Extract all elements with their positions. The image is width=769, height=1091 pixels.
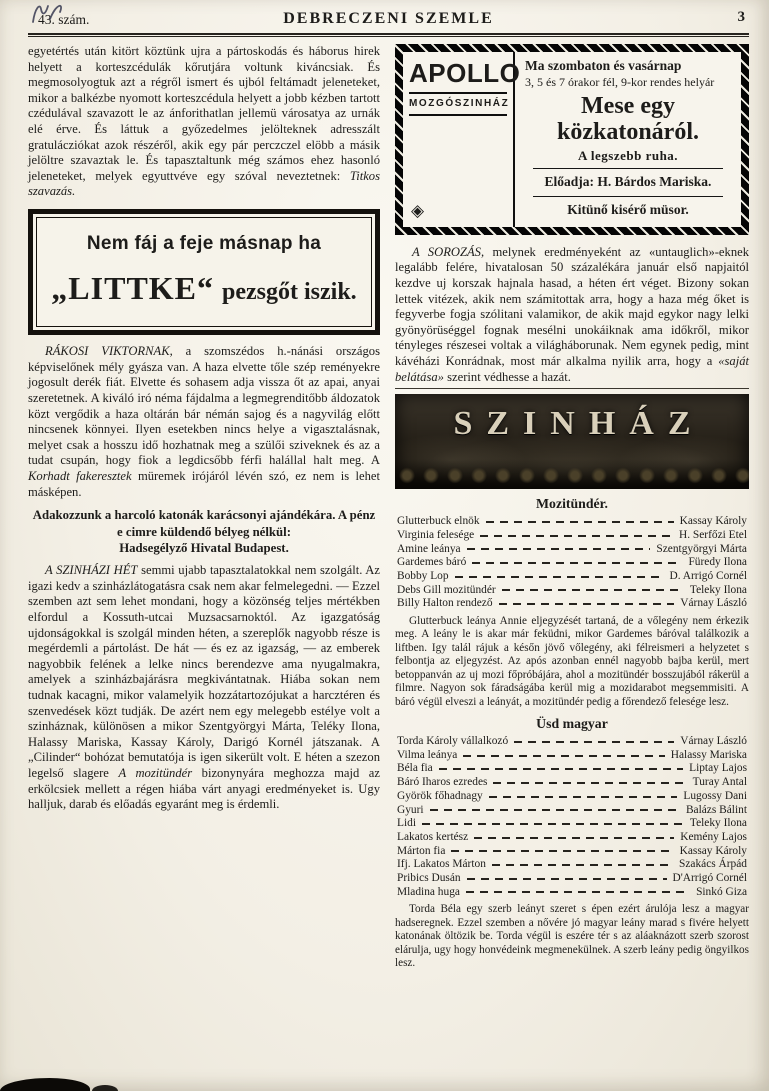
section-divider <box>395 388 749 389</box>
donation-text: Adakozzunk a harcoló katonák karácsonyi ajándékára. A pénz e cimre küldendő bélyeg nélkül: <box>32 508 376 539</box>
littke-ad-inner-frame <box>36 217 372 327</box>
newspaper-title: DEBRECZENI SZEMLE <box>283 10 494 27</box>
cast-row <box>397 762 747 776</box>
article-text: bizonynyára meghozza majd az erkölcsiek mellett a régen hiába várt anyagi eredményeket is. Ugy halljuk, darab és előadás egyaránt meg is érdemli. <box>28 765 380 812</box>
article-rakosi <box>28 344 380 500</box>
cast-row <box>397 804 747 818</box>
article-text: szerint védhesse a hazát. <box>443 369 571 384</box>
masthead-rule <box>28 33 749 37</box>
article-emphasis: A mozitündér <box>118 765 193 780</box>
cast-row <box>397 543 747 557</box>
cast-role: Glutterbuck elnök <box>397 515 480 528</box>
right-column <box>395 44 749 974</box>
szinhaz-banner-title: SZINHÁZ <box>453 405 705 443</box>
heading-mozitunder: Mozitündér. <box>536 496 608 512</box>
cast-role: Torda Károly vállalkozó <box>397 735 509 748</box>
littke-brand: „LITTKE“ <box>51 270 215 307</box>
heading-usd-magyar: Üsd magyar <box>536 716 608 732</box>
cast-role: Márton fia <box>397 844 446 857</box>
cast-leader-dashes <box>493 782 686 784</box>
article-lead: RÁKOSI VIKTORNAK, <box>45 344 173 359</box>
cast-row <box>397 556 747 570</box>
littke-ad-brand-line <box>43 270 365 307</box>
scan-smudge <box>92 1085 118 1091</box>
cast-row <box>397 584 747 598</box>
cast-role: Lakatos kertész <box>397 830 469 843</box>
cast-actor: Sinkó Giza <box>696 885 747 898</box>
cast-role: Vilma leánya <box>397 748 458 761</box>
cast-leader-dashes <box>492 864 673 866</box>
cast-role: Pribics Dusán <box>397 871 461 884</box>
cast-leader-dashes <box>486 521 674 523</box>
cast-leader-dashes <box>430 809 680 811</box>
article-lead: A SOROZÁS, <box>412 244 485 259</box>
apollo-name: APOLLO <box>409 58 521 88</box>
article-text: egyetértés után kitört köztünk ujra a pártoskodás és háborus hirek helyett a korteszcédulák kőrutjára voltunk kiváncsiak. És megmosolyogtuk azt a régről ismert és ujból feltámadt jeleneteket, mikor a balkézbe nyomott korteszcédula helyett a jobb kézben tartott czédulával szavazott le az ánforithatlan jellemü városatya az urnák elé érve. És láttuk a győzedelmes jelölteknek adresszált gratulácziókat azok részéről, akik egy pár perczczel elöbb a másik jelöltre szavaztak le. És tapasztaltunk még számos ehez hasonló jeleneteket, melyek egyuttvéve egy szóval neveztetnek: <box>28 44 380 183</box>
cast-leader-dashes <box>439 768 683 770</box>
cast-actor: Füredy Ilona <box>688 556 747 569</box>
donation-appeal <box>30 507 378 557</box>
cast-leader-dashes <box>466 891 690 893</box>
cast-actor: Kemény Lajos <box>680 830 747 843</box>
cast-actor: Teleky Ilona <box>689 817 747 830</box>
article-emphasis: «saját belátása» <box>395 353 749 384</box>
cast-leader-dashes <box>472 562 682 564</box>
cast-list-mozitunder <box>397 515 747 611</box>
cast-actor: Halassy Mariska <box>670 748 747 761</box>
apollo-film-subtitle: A legszebb ruha. <box>577 148 679 164</box>
apollo-divider <box>533 168 723 169</box>
cast-list-usd-magyar <box>397 735 747 899</box>
apollo-showday: Ma szombaton és vasárnap <box>525 58 682 73</box>
cast-leader-dashes <box>467 548 651 550</box>
littke-tagline: pezsgőt iszik. <box>222 279 357 306</box>
cast-actor: D'Arrigó Cornél <box>672 871 747 884</box>
cast-actor: Szakács Árpád <box>679 858 747 871</box>
article-text: semmi ujabb tapasztalatokkal nem szolgált. Az igazi kedv a szinházlátogatásra csak nem akar felmelegedni. — Ezzel szemben azt sem lehet mondani, hogy a közönség teljes mértékben elfordul a Kossuth-utcai Muzsacsarnoktól. Az igazgatóság ujdonságokkal is szolgál minden héten, a szereplők nagyobb része is megérdemli a pártolást. De hát — és ez az igazság, — az emberek nagyobbik felének a lelke nincs berendezve ama nyugalmakra, amelyek a szinházbajárásra megkivántatnak. Hiába sokan nem tudnak kacagni, mikor valamelyik hozzátartozójukat a harcztéren és szenvedések közt tudják. De azért nem egy melegebb estélye volt a szinháznak, különösen a mikor Szentgyörgyi Márta, Teléky Ilona, Halassy Mariska, Kassay Károly, Darigó Kornél játszanak. A „Cilinder“ bohózat bemutatója is igen sikerült volt. E héten a szezon legelső slagere <box>28 563 380 780</box>
article-text: melynek eredményeként az «untauglich»-eknek legalább felére, hivatalosan 50 százalékára január első napjaitól kezdve uj korszak hajnala hasad, a héten ért véget. Bizony sokan lettek vitézek, akik nem számitottak arra, hogy a haza még őket is fegyverbe fogja szólitani valamikor, de akik majd egykor nagy lelki gyönyörüséggel fognak mesélni unokáiknak ama időkről, mikor tényleges részesei voltak a világháborunak. Nem egynek pedig, mint kávéházi Konrádnak, most már alkalma nyilik arra, hogy a <box>395 244 750 368</box>
cast-role: Amine leánya <box>397 542 461 555</box>
masthead <box>30 8 747 32</box>
article-lead: A SZINHÁZI HÉT <box>45 563 138 578</box>
cast-leader-dashes <box>502 589 684 591</box>
donation-address: Hadsegélyző Hivatal Budapest. <box>119 541 289 556</box>
cast-leader-dashes <box>422 823 684 825</box>
cast-role: Mladina huga <box>397 885 460 898</box>
apollo-divider <box>533 196 723 197</box>
littke-ad <box>28 209 380 335</box>
cast-leader-dashes <box>480 535 673 537</box>
article-sorozas <box>395 245 749 385</box>
apollo-performer: Előadja: H. Bárdos Mariska. <box>544 174 712 190</box>
cast-leader-dashes <box>455 576 664 578</box>
cast-actor: Várnay László <box>680 597 747 610</box>
cast-leader-dashes <box>451 850 673 852</box>
cast-actor: H. Serfőzi Etel <box>678 528 747 541</box>
cast-role: Lidi <box>397 817 416 830</box>
cast-actor: Balázs Bálint <box>685 803 747 816</box>
page-number: 3 <box>737 9 745 25</box>
cast-leader-dashes <box>467 878 667 880</box>
cast-role: Báró Iharos ezredes <box>397 776 488 789</box>
cast-leader-dashes <box>463 755 664 757</box>
cast-row <box>397 515 747 529</box>
cast-role: Ifj. Lakatos Márton <box>397 858 486 871</box>
article-emphasis: Titkos szavazás. <box>28 168 380 199</box>
cast-role: Bobby Lop <box>397 569 449 582</box>
issue-number: 43. szám. <box>38 12 90 27</box>
cast-actor: Kassay Károly <box>679 515 747 528</box>
cast-leader-dashes <box>489 796 678 798</box>
apollo-program-note: Kitünő kisérő müsor. <box>567 201 689 217</box>
cast-row <box>397 570 747 584</box>
cast-leader-dashes <box>499 603 675 605</box>
cast-role: Györök főhadnagy <box>397 789 483 802</box>
apollo-film-title <box>525 94 731 146</box>
littke-ad-headline: Nem fáj a feje másnap ha <box>86 233 322 255</box>
apollo-cinema-ad <box>395 44 749 235</box>
cast-row <box>397 872 747 886</box>
apollo-showtimes: 3, 5 és 7 órakor fél, 9-kor rendes helyár <box>525 74 715 89</box>
cast-row <box>397 749 747 763</box>
synopsis-mozitunder: Glutterbuck leánya Annie eljegyzését tartaná, de a vőlegény nem érkezik meg. A leány le is akar már feküdni, mikor Gardemes báróval találkozik a liftben. Igy talál rájuk a későn jövő vőlegény, aki félreismeri a helyzetet s felbontja az eljegyzést. Az após azonban ennél nagyobb bajba kerül, mert betoppanván az uj mozi főpróbájára, ahol a mozitündér bosszujából rákerül a filmre. Nagyon sok fáradságába kerül mig a mozidarabot megsemmisiti. A báró végül elveszi a leányát, a mozitündér pedig a főrendező felesége lesz. <box>395 615 749 708</box>
cast-row <box>397 845 747 859</box>
cast-row <box>397 817 747 831</box>
apollo-film-title-line1: Mese egy <box>581 93 675 120</box>
scan-smudge <box>0 1078 90 1091</box>
cast-role: Gyuri <box>397 803 424 816</box>
cast-row <box>397 597 747 611</box>
cast-actor: Kassay Károly <box>679 844 747 857</box>
cast-actor: Szentgyörgyi Márta <box>656 542 747 555</box>
article-emphasis: Korhadt fakeresztek <box>28 468 132 483</box>
cast-role: Debs Gill mozitündér <box>397 583 496 596</box>
apollo-film-title-line2: közkatonáról. <box>556 119 699 146</box>
cast-row <box>397 735 747 749</box>
cast-row <box>397 886 747 900</box>
szinhaz-banner-crowd <box>395 459 749 489</box>
content-columns <box>28 44 749 974</box>
cast-row <box>397 790 747 804</box>
cast-role: Gardemes báró <box>397 556 467 569</box>
left-column <box>28 44 380 816</box>
apollo-ad-right-panel <box>515 52 741 227</box>
cast-actor: Lugossy Dani <box>683 789 747 802</box>
cast-actor: Várnay László <box>680 735 747 748</box>
cast-role: Virginia felesége <box>397 528 475 541</box>
cast-actor: Teleky Ilona <box>689 583 747 596</box>
cast-row <box>397 858 747 872</box>
cast-leader-dashes <box>474 837 674 839</box>
article-theater-week <box>28 563 380 813</box>
cast-row <box>397 529 747 543</box>
article-election-report <box>28 44 380 200</box>
synopsis-usd-magyar: Torda Béla egy szerb leányt szeret s épen ezért árulója lesz a magyar hadseregnek. Ezzel szemben a nővére jó magyar leány marad s fivére helyett katonának öltözik be. Torda végül is eszére tér s az aláaknázott szerb szorost elárulja, ugy hogy honvédeink megmenekülnek. A szerb leány pedig öngyilkos lesz. <box>395 903 749 970</box>
handwritten-mark <box>26 0 80 26</box>
cast-leader-dashes <box>514 741 674 743</box>
apollo-type-label: MOZGÓSZINHÁZ <box>409 94 507 116</box>
cast-row <box>397 831 747 845</box>
cast-row <box>397 776 747 790</box>
article-text: müremek irójáról lévén szó, ez nem is lehet másképen. <box>28 468 380 499</box>
cast-actor: Turay Antal <box>692 776 747 789</box>
cast-role: Billy Halton rendező <box>397 597 493 610</box>
cast-actor: Liptay Lajos <box>689 762 747 775</box>
cast-actor: D. Arrigó Cornél <box>669 569 747 582</box>
szinhaz-section-banner-image <box>395 394 749 489</box>
diamond-ornament-icon: ◈ <box>411 200 425 220</box>
cast-role: Béla fia <box>397 762 433 775</box>
article-text: a szomszédos h.-nánási országos képviselőnek mély gyásza van. A haza elvette tőle szép reményekre jogosult derék fiát. Elvette és sohasem adja vissza őt az apai, anyai szeretetnek. A kiváló iró néma fájdalma a legmegrenditőbb áldozatok közt vergődik a haza oltárán bár némán sajog és a nagyvilág előtt nincsenek könnyei. Ilyen esetekben nincs helye a vigasztalásnak, melyet csak a hosszu idő hozhatnak meg a szülői sziveknek és az a tudat csupán, hogy fiok a legdicsőbb férfi halállal halt meg. A <box>28 344 380 468</box>
apollo-ad-left-panel <box>403 52 521 227</box>
